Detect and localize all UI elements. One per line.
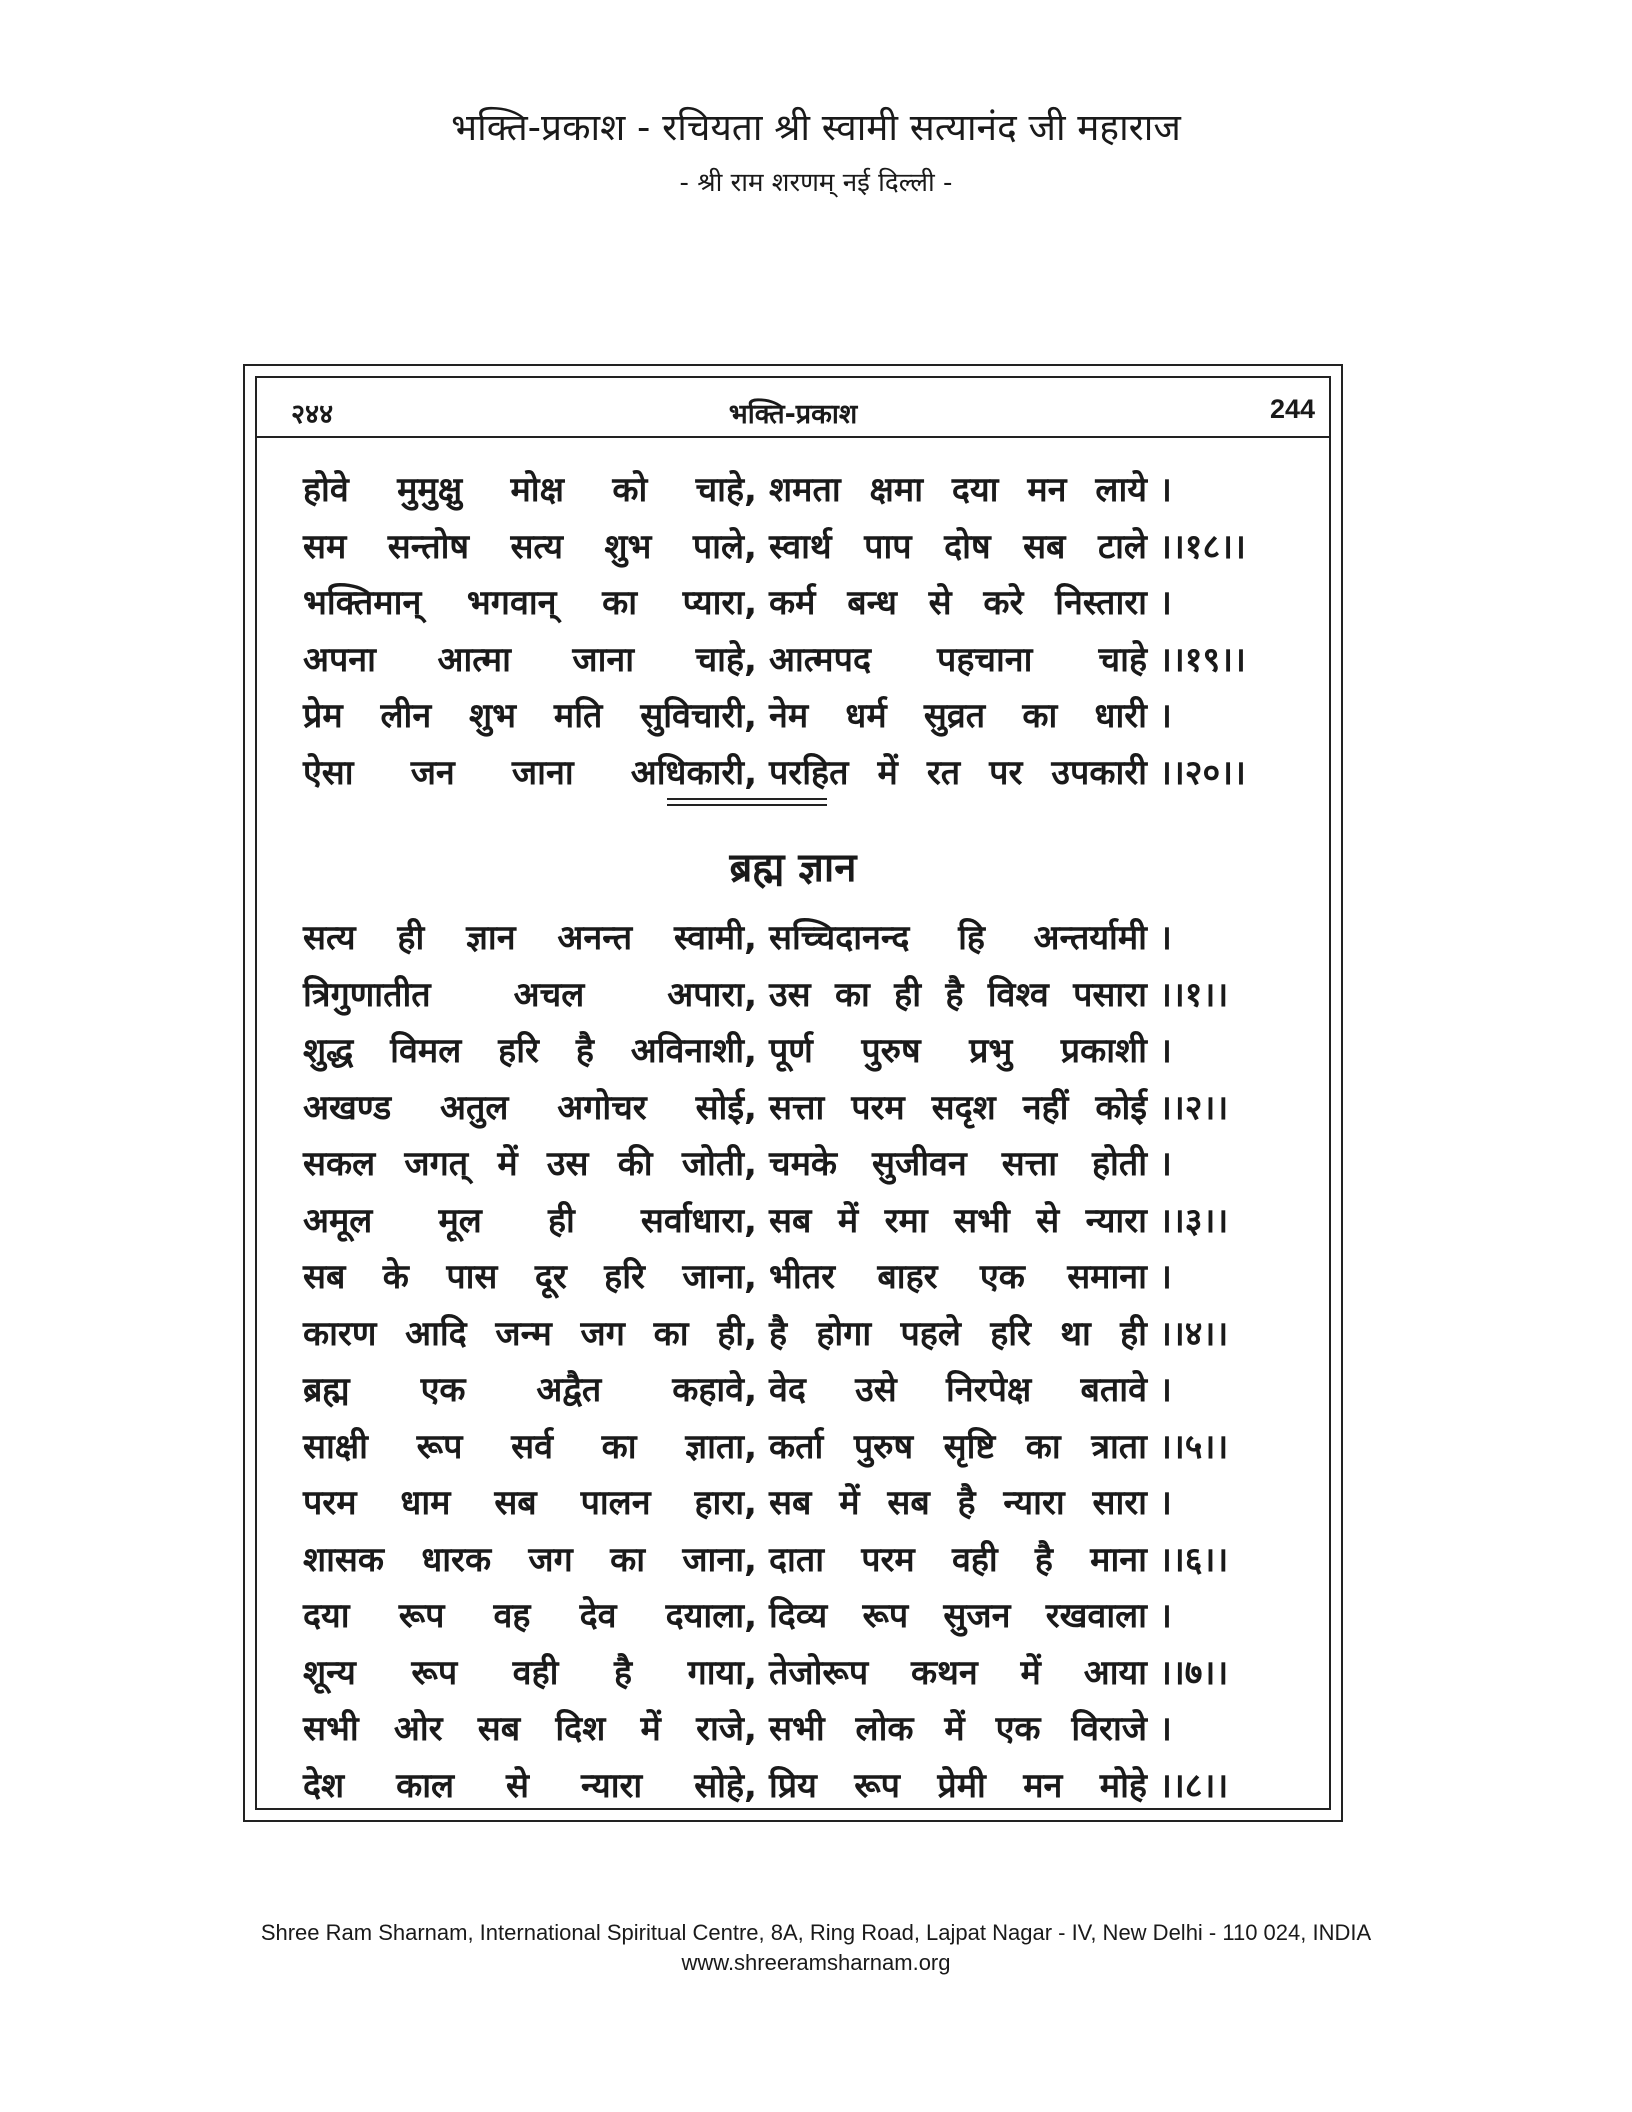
verse-line <box>303 1701 1313 1757</box>
verse-marker: । <box>1159 918 1172 958</box>
verse-line <box>303 1362 1313 1418</box>
verse-second-half: आत्मपद पहचाना चाहे <box>769 639 1147 680</box>
section-title: ब्रह्म ज्ञान <box>729 845 857 891</box>
document-header-title: भक्ति-प्रकाश - रचियता श्री स्वामी सत्यानंद जी महाराज <box>451 106 1181 149</box>
verse-second-half: सब में रमा सभी से न्यारा <box>769 1200 1147 1241</box>
verse-marker: ।।१।। <box>1159 974 1229 1015</box>
page-header-row <box>257 394 1329 434</box>
verse-line <box>303 519 1313 575</box>
page-frame-inner <box>255 376 1331 1810</box>
verse-marker: । <box>1159 1257 1172 1297</box>
verse-second-half: प्रिय रूप प्रेमी मन मोहे <box>769 1765 1147 1806</box>
verse-marker: ।।२०।। <box>1159 752 1246 793</box>
verse-line <box>303 1023 1313 1079</box>
verse-second-half: शमता क्षमा दया मन लाये <box>769 470 1147 510</box>
verse-first-half: प्रेम लीन शुभ मति सुविचारी, <box>303 696 757 736</box>
document-header-subtitle: - श्री राम शरणम् नई दिल्ली - <box>679 168 953 198</box>
verse-first-half: शासक धारक जग का जाना, <box>303 1539 757 1580</box>
verse-line <box>303 1645 1313 1701</box>
verse-marker: ।।५।। <box>1159 1426 1229 1467</box>
verse-line <box>303 1758 1313 1814</box>
verse-line <box>303 910 1313 966</box>
verse-first-half: सम सन्तोष सत्य शुभ पाले, <box>303 526 757 567</box>
verse-marker: । <box>1159 1483 1172 1523</box>
verse-first-half: शुद्ध विमल हरि है अविनाशी, <box>303 1031 757 1071</box>
verse-line <box>303 1136 1313 1192</box>
verse-second-half: स्वार्थ पाप दोष सब टाले <box>769 526 1147 567</box>
verse-first-half: अमूल मूल ही सर्वाधारा, <box>303 1200 757 1241</box>
verse-line <box>303 575 1313 631</box>
verse-second-half: सत्ता परम सदृश नहीं कोई <box>769 1087 1147 1128</box>
verse-line <box>303 745 1313 801</box>
verse-second-half: भीतर बाहर एक समाना <box>769 1257 1147 1297</box>
verse-marker: ।।१८।। <box>1159 526 1246 567</box>
verse-first-half: त्रिगुणातीत अचल अपारा, <box>303 974 757 1015</box>
verse-line <box>303 1193 1313 1249</box>
verse-second-half: तेजोरूप कथन में आया <box>769 1652 1147 1693</box>
verse-second-half: सच्चिदानन्द हि अन्तर्यामी <box>769 918 1147 958</box>
verse-first-half: अपना आत्मा जाना चाहे, <box>303 639 757 680</box>
verse-marker: ।।१९।। <box>1159 639 1246 680</box>
verse-second-half: सभी लोक में एक विराजे <box>769 1709 1147 1749</box>
verse-line <box>303 1475 1313 1531</box>
verse-first-half: होवे मुमुक्षु मोक्ष को चाहे, <box>303 470 757 510</box>
verse-first-half: सभी ओर सब दिश में राजे, <box>303 1709 757 1749</box>
verse-first-half: कारण आदि जन्म जग का ही, <box>303 1313 757 1354</box>
verse-first-half: शून्य रूप वही है गाया, <box>303 1652 757 1693</box>
verse-first-half: सत्य ही ज्ञान अनन्त स्वामी, <box>303 918 757 958</box>
verse-second-half: पूर्ण पुरुष प्रभु प्रकाशी <box>769 1031 1147 1071</box>
verse-marker: । <box>1159 1031 1172 1071</box>
verse-marker: । <box>1159 1709 1172 1749</box>
header-divider <box>257 436 1329 438</box>
running-title: भक्ति-प्रकाश <box>728 399 858 430</box>
verse-line <box>303 632 1313 688</box>
verse-first-half: ब्रह्म एक अद्वैत कहावे, <box>303 1370 757 1410</box>
verse-first-half: परम धाम सब पालन हारा, <box>303 1483 757 1523</box>
verse-marker: । <box>1159 1370 1172 1410</box>
verse-first-half: दया रूप वह देव दयाला, <box>303 1596 757 1636</box>
verse-marker: ।।८।। <box>1159 1765 1229 1806</box>
verse-marker: ।।२।। <box>1159 1087 1229 1128</box>
verse-first-half: सकल जगत् में उस की जोती, <box>303 1144 757 1184</box>
verse-second-half: कर्ता पुरुष सृष्टि का त्राता <box>769 1426 1147 1467</box>
verse-first-half: ऐसा जन जाना अधिकारी, <box>303 752 757 793</box>
verse-marker: । <box>1159 470 1172 510</box>
page-frame-outer <box>243 364 1343 1822</box>
verse-line <box>303 1419 1313 1475</box>
verse-second-half: दिव्य रूप सुजन रखवाला <box>769 1596 1147 1636</box>
verse-first-half: अखण्ड अतुल अगोचर सोई, <box>303 1087 757 1128</box>
verse-marker: । <box>1159 1596 1172 1636</box>
verse-marker: । <box>1159 583 1172 623</box>
verse-marker: ।।३।। <box>1159 1200 1229 1241</box>
verse-first-half: सब के पास दूर हरि जाना, <box>303 1257 757 1297</box>
section-divider <box>667 798 827 800</box>
page-number: 244 <box>1269 394 1315 424</box>
footer-address: Shree Ram Sharnam, International Spiritual Centre, 8A, Ring Road, Lajpat Nagar - IV, New Delhi - 110 024, INDIA <box>260 1920 1372 1945</box>
footer-website[interactable]: www.shreeramsharnam.org <box>681 1950 951 1975</box>
verse-marker: ।।४।। <box>1159 1313 1229 1354</box>
verse-second-half: परहित में रत पर उपकारी <box>769 752 1147 793</box>
verse-first-half: देश काल से न्यारा सोहे, <box>303 1765 757 1806</box>
verse-first-half: साक्षी रूप सर्व का ज्ञाता, <box>303 1426 757 1467</box>
verse-marker: ।।६।। <box>1159 1539 1229 1580</box>
verse-line <box>303 462 1313 518</box>
verse-marker: ।।७।। <box>1159 1652 1229 1693</box>
section-divider-second <box>667 804 827 806</box>
verse-line <box>303 1080 1313 1136</box>
verse-marker: । <box>1159 696 1172 736</box>
verse-first-half: भक्तिमान् भगवान् का प्यारा, <box>303 583 757 623</box>
verse-line <box>303 1306 1313 1362</box>
verse-second-half: चमके सुजीवन सत्ता होती <box>769 1144 1147 1184</box>
verse-second-half: उस का ही है विश्व पसारा <box>769 974 1147 1015</box>
verse-second-half: सब में सब है न्यारा सारा <box>769 1483 1147 1523</box>
verse-marker: । <box>1159 1144 1172 1184</box>
verse-line <box>303 967 1313 1023</box>
verse-second-half: वेद उसे निरपेक्ष बतावे <box>769 1370 1147 1410</box>
verse-second-half: कर्म बन्ध से करे निस्तारा <box>769 583 1147 623</box>
verse-line <box>303 688 1313 744</box>
verse-second-half: है होगा पहले हरि था ही <box>769 1313 1147 1354</box>
verse-line <box>303 1588 1313 1644</box>
page-number-devanagari: २४४ <box>291 399 334 430</box>
verse-line <box>303 1249 1313 1305</box>
verse-second-half: नेम धर्म सुव्रत का धारी <box>769 696 1147 736</box>
verse-second-half: दाता परम वही है माना <box>769 1539 1147 1580</box>
verse-line <box>303 1532 1313 1588</box>
